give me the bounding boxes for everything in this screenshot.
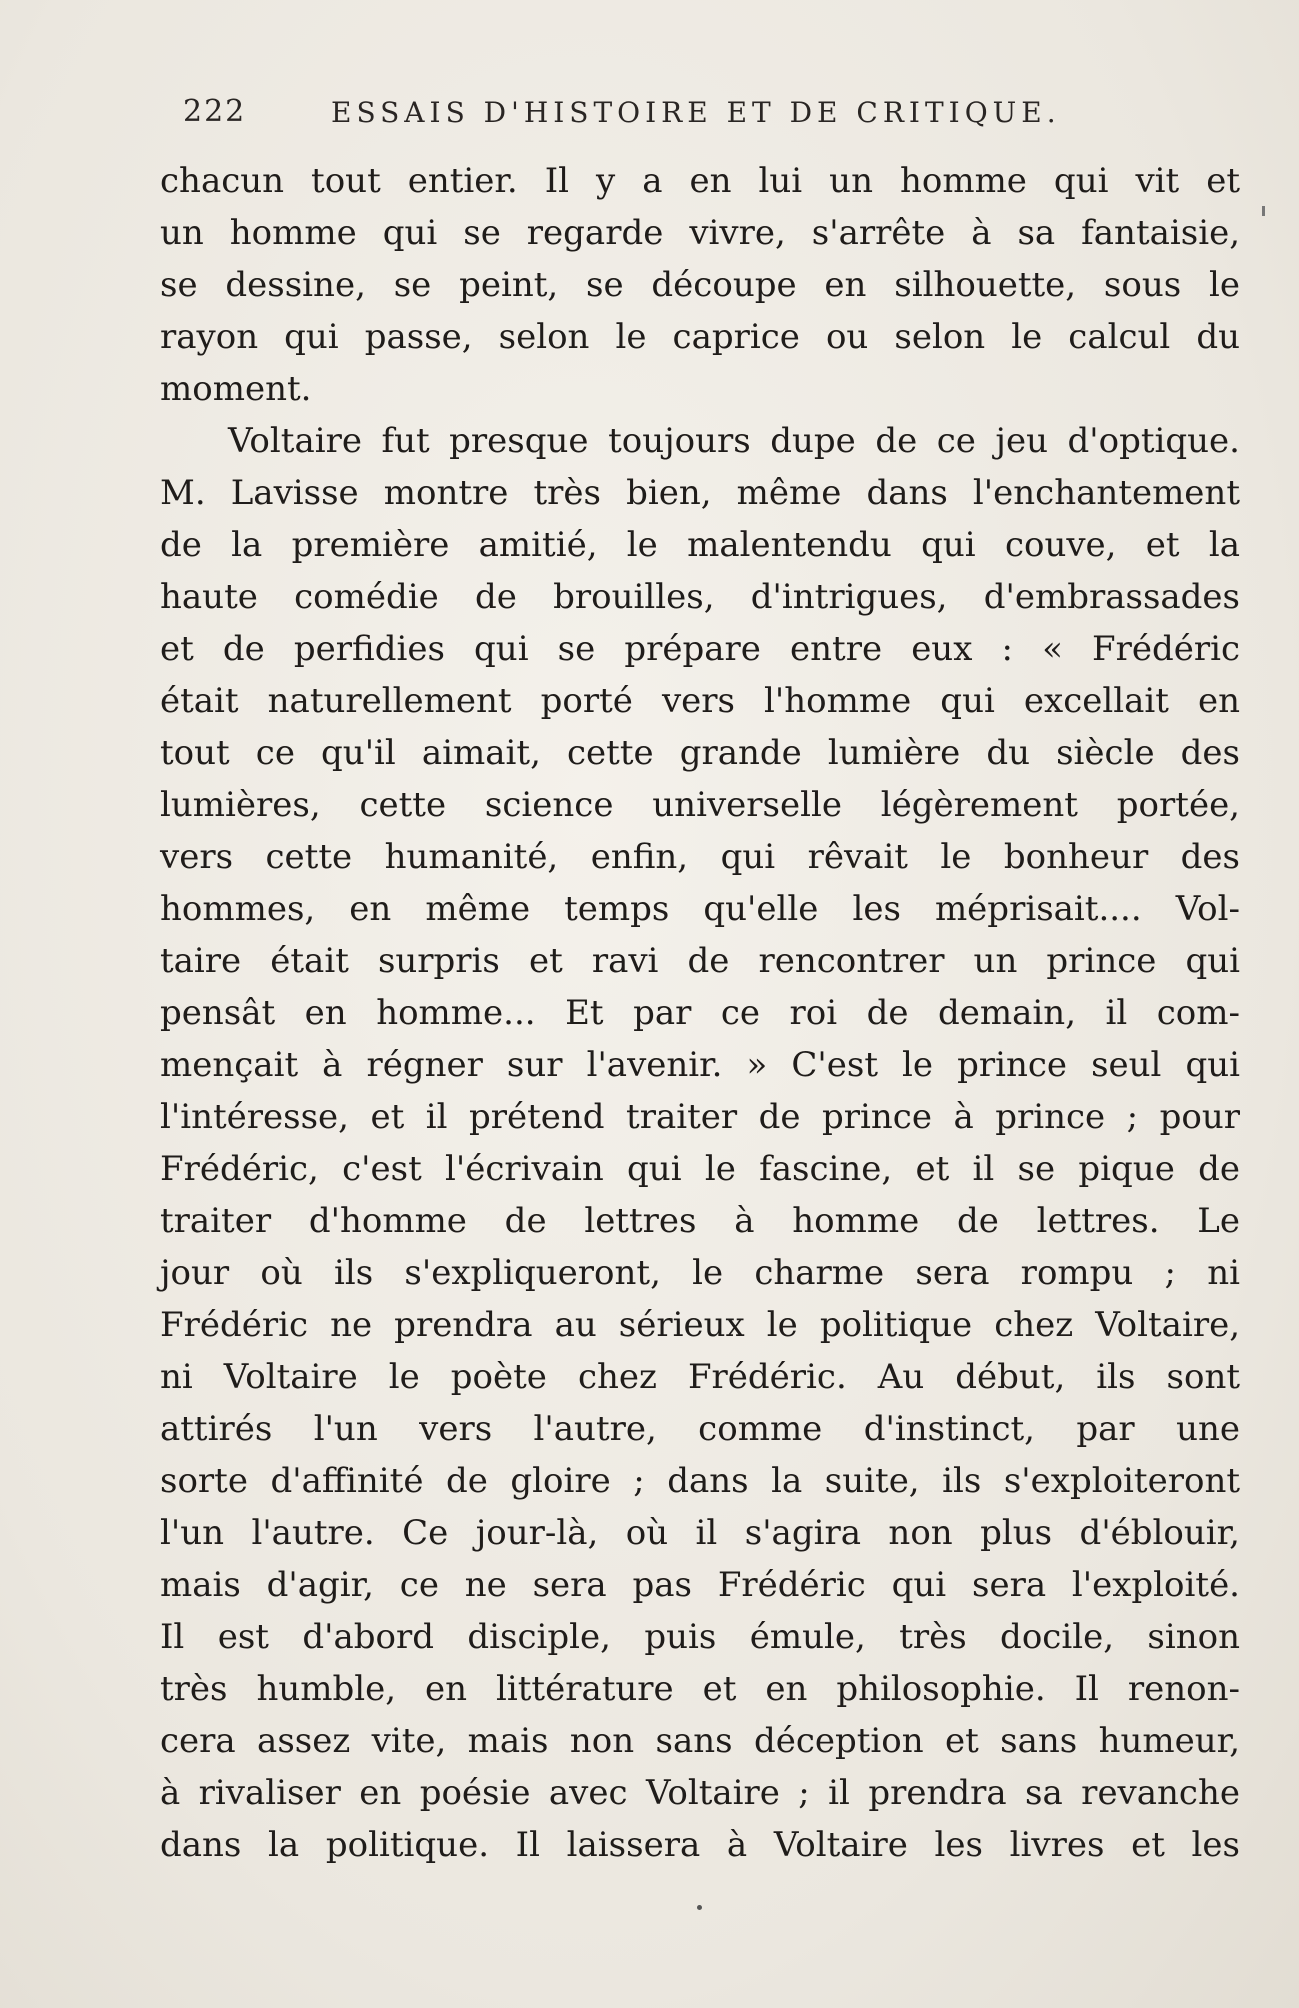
- body-text: [160, 155, 1240, 1871]
- text-line: tout ce qu'il aimait, cette grande lumière du siècle des: [160, 733, 1240, 773]
- text-line: taire était surpris et ravi de rencontrer un prince qui: [160, 941, 1240, 981]
- text-line: très humble, en littérature et en philosophie. Il renon-: [160, 1669, 1240, 1709]
- text-line: l'un l'autre. Ce jour-là, où il s'agira non plus d'éblouir,: [160, 1513, 1240, 1553]
- text-line: Voltaire fut presque toujours dupe de ce jeu d'optique.: [228, 421, 1240, 461]
- text-line: attirés l'un vers l'autre, comme d'instinct, par une: [160, 1409, 1240, 1449]
- text-line: M. Lavisse montre très bien, même dans l'enchantement: [160, 473, 1240, 513]
- text-line: hommes, en même temps qu'elle les méprisait.... Vol-: [160, 889, 1240, 929]
- text-line: mençait à régner sur l'avenir. » C'est le prince seul qui: [160, 1045, 1240, 1085]
- text-line: cera assez vite, mais non sans déception et sans humeur,: [160, 1721, 1240, 1761]
- text-line: traiter d'homme de lettres à homme de lettres. Le: [160, 1201, 1240, 1241]
- text-line: vers cette humanité, enfin, qui rêvait le bonheur des: [160, 837, 1240, 877]
- text-line: sorte d'affinité de gloire ; dans la suite, ils s'exploiteront: [160, 1461, 1240, 1501]
- text-line: à rivaliser en poésie avec Voltaire ; il prendra sa revanche: [160, 1773, 1240, 1813]
- page-header: [183, 92, 1103, 136]
- ink-speck: [1262, 206, 1265, 216]
- text-line: pensât en homme... Et par ce roi de demain, il com-: [160, 993, 1240, 1033]
- text-line: mais d'agir, ce ne sera pas Frédéric qui sera l'exploité.: [160, 1565, 1240, 1605]
- text-line: de la première amitié, le malentendu qui couve, et la: [160, 525, 1240, 565]
- text-line: l'intéresse, et il prétend traiter de prince à prince ; pour: [160, 1097, 1240, 1137]
- page-number: 222: [183, 94, 247, 129]
- text-line: lumières, cette science universelle légèrement portée,: [160, 785, 1240, 825]
- text-line: un homme qui se regarde vivre, s'arrête à sa fantaisie,: [160, 213, 1240, 253]
- text-line: chacun tout entier. Il y a en lui un homme qui vit et: [160, 161, 1240, 201]
- text-line: haute comédie de brouilles, d'intrigues, d'embrassades: [160, 577, 1240, 617]
- text-line: et de perfidies qui se prépare entre eux : « Frédéric: [160, 629, 1240, 669]
- text-line: moment.: [160, 369, 312, 409]
- text-line: était naturellement porté vers l'homme qui excellait en: [160, 681, 1240, 721]
- text-line: jour où ils s'expliqueront, le charme sera rompu ; ni: [160, 1253, 1240, 1293]
- text-line: dans la politique. Il laissera à Voltaire les livres et les: [160, 1825, 1240, 1865]
- text-line: ni Voltaire le poète chez Frédéric. Au début, ils sont: [160, 1357, 1240, 1397]
- text-line: Frédéric, c'est l'écrivain qui le fascine, et il se pique de: [160, 1149, 1240, 1189]
- text-line: se dessine, se peint, se découpe en silhouette, sous le: [160, 265, 1240, 305]
- ink-speck: [697, 1905, 702, 1910]
- running-title: ESSAIS D'HISTOIRE ET DE CRITIQUE.: [331, 96, 1061, 129]
- text-line: Il est d'abord disciple, puis émule, très docile, sinon: [160, 1617, 1240, 1657]
- text-line: rayon qui passe, selon le caprice ou selon le calcul du: [160, 317, 1240, 357]
- text-line: Frédéric ne prendra au sérieux le politique chez Voltaire,: [160, 1305, 1240, 1345]
